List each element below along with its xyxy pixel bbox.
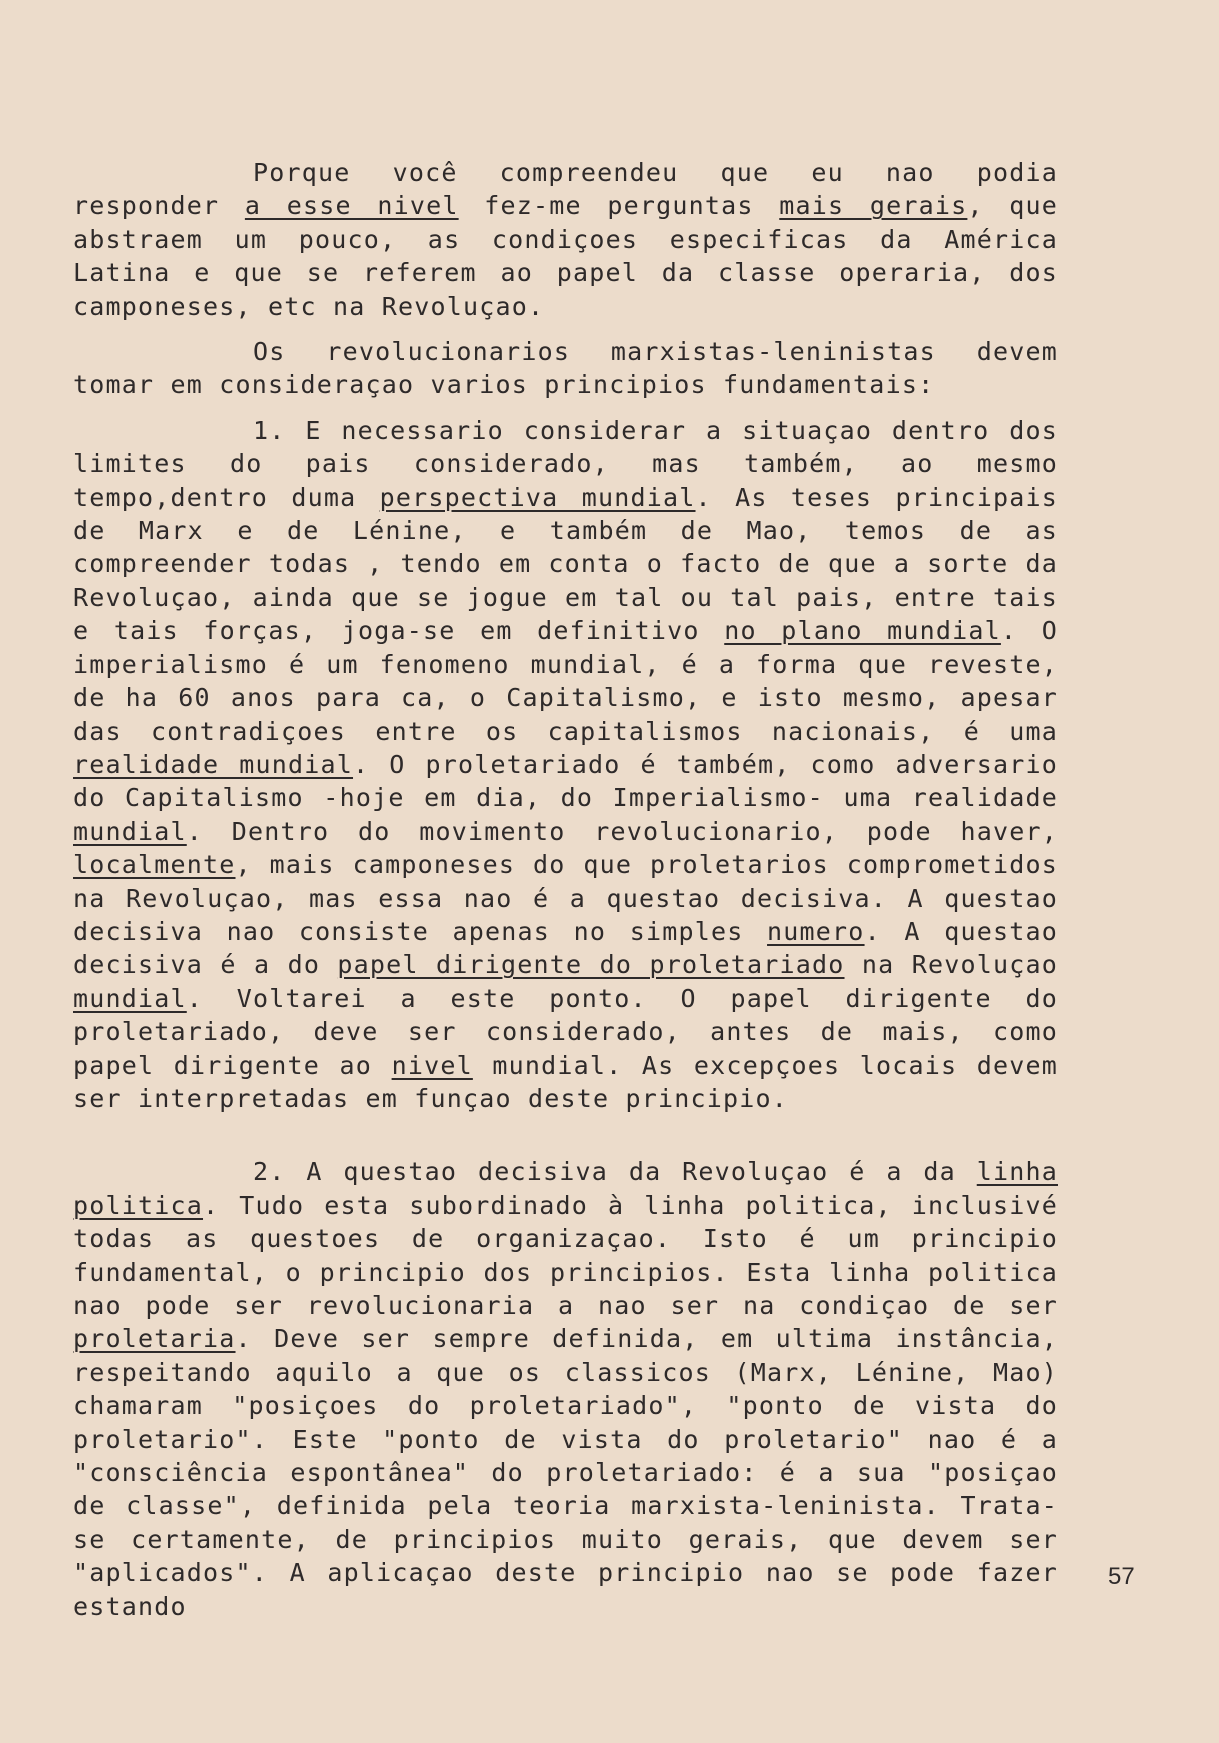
text-run: 1. E necessario considerar a situaçao dentro dos limites do pais considerado, mas também, ao mesmo tempo,dentro duma: [73, 415, 1058, 512]
underlined-phrase: nivel: [391, 1050, 473, 1080]
body-text: [73, 156, 1058, 1623]
text-run: Os revolucionarios marxistas-leninistas devem tomar em consideraçao varios principios fundamentais:: [73, 337, 1058, 400]
text-run: , que abstraem um pouco, as condiçoes especificas da América Latina e que se referem ao papel da classe operaria, dos camponeses, etc na Revoluçao.: [73, 191, 1059, 321]
underlined-phrase: mais gerais: [779, 191, 968, 221]
paragraph-intro: [73, 156, 1058, 323]
text-run: . Deve ser sempre definida, em ultima instância, respeitando aquilo a que os classicos (Marx, Lénine, Mao) chamaram "posiçoes do proletariado", "ponto de vista do proletario". Este "ponto de vista do proletario" nao é a "consciência espontânea" do proletariado: é a sua "posiçao de classe", definida pela teoria marxista-leninista. Trata-se certamente, de principios muito gerais, que devem ser "aplicados". A aplicaçao deste principio nao se pode fazer estando: [73, 1324, 1058, 1621]
text-run: . A questao decisiva é a do: [73, 916, 1058, 980]
paragraph-principle-2: [73, 1155, 1058, 1623]
page-number: 57: [1108, 1563, 1135, 1590]
paragraph-principle-1: [73, 414, 1058, 1116]
underlined-phrase: mundial: [73, 983, 187, 1013]
underlined-phrase: numero: [767, 916, 865, 946]
underlined-phrase: linha politica: [73, 1157, 1058, 1220]
text-run: . As teses principais de Marx e de Lénine, e também de Mao, temos de as compreender todas , tendo em conta o facto de que a sorte da Revoluçao, ainda que se jogue em tal ou tal pais, entre tais e tais forças, joga-se em definitivo: [73, 482, 1058, 646]
text-run: 2. A questao decisiva da Revoluçao é a da: [253, 1157, 977, 1187]
text-run: mundial. As excepçoes locais devem ser interpretadas em funçao deste principio.: [73, 1050, 1059, 1113]
text-run: . O proletariado é também, como adversario do Capitalismo -hoje em dia, do Imperialismo- uma realidade: [73, 749, 1058, 813]
text-run: . Dentro do movimento revolucionario, pode haver,: [186, 816, 1058, 846]
text-run: . Tudo esta subordinado à linha politica, inclusivé todas as questoes de organizaçao. Isto é um principio fundamental, o principio dos principios. Esta linha politica nao pode ser revolucionaria a nao ser na condiçao de ser: [73, 1190, 1058, 1320]
text-run: na Revoluçao: [844, 950, 1058, 980]
text-run: . Voltarei a este ponto. O papel dirigente do proletariado, deve ser considerado, antes de mais, como papel dirigente ao: [73, 983, 1058, 1080]
underlined-phrase: a esse nivel: [244, 191, 459, 221]
underlined-phrase: mundial: [73, 816, 187, 846]
text-run: fez-me perguntas: [458, 191, 780, 221]
underlined-phrase: papel dirigente do proletariado: [337, 950, 845, 980]
underlined-phrase: realidade mundial: [73, 749, 354, 779]
underlined-phrase: localmente: [73, 850, 236, 880]
text-run: . O imperialismo é um fenomeno mundial, é a forma que reveste, de ha 60 anos para ca, o Capitalismo, e isto mesmo, apesar das contradiçoes entre os capitalismos nacionais, é uma: [73, 616, 1058, 746]
underlined-phrase: no plano mundial: [724, 616, 1001, 646]
underlined-phrase: proletaria: [73, 1324, 236, 1354]
underlined-phrase: perspectiva mundial: [379, 482, 696, 512]
text-run: , mais camponeses do que proletarios comprometidos na Revoluçao, mas essa nao é a questao decisiva. A questao decisiva nao consiste apenas no simples: [73, 850, 1058, 946]
paragraph-principles-intro: [73, 335, 1058, 402]
text-run: Porque você compreendeu que eu nao podia responder: [73, 158, 1058, 221]
